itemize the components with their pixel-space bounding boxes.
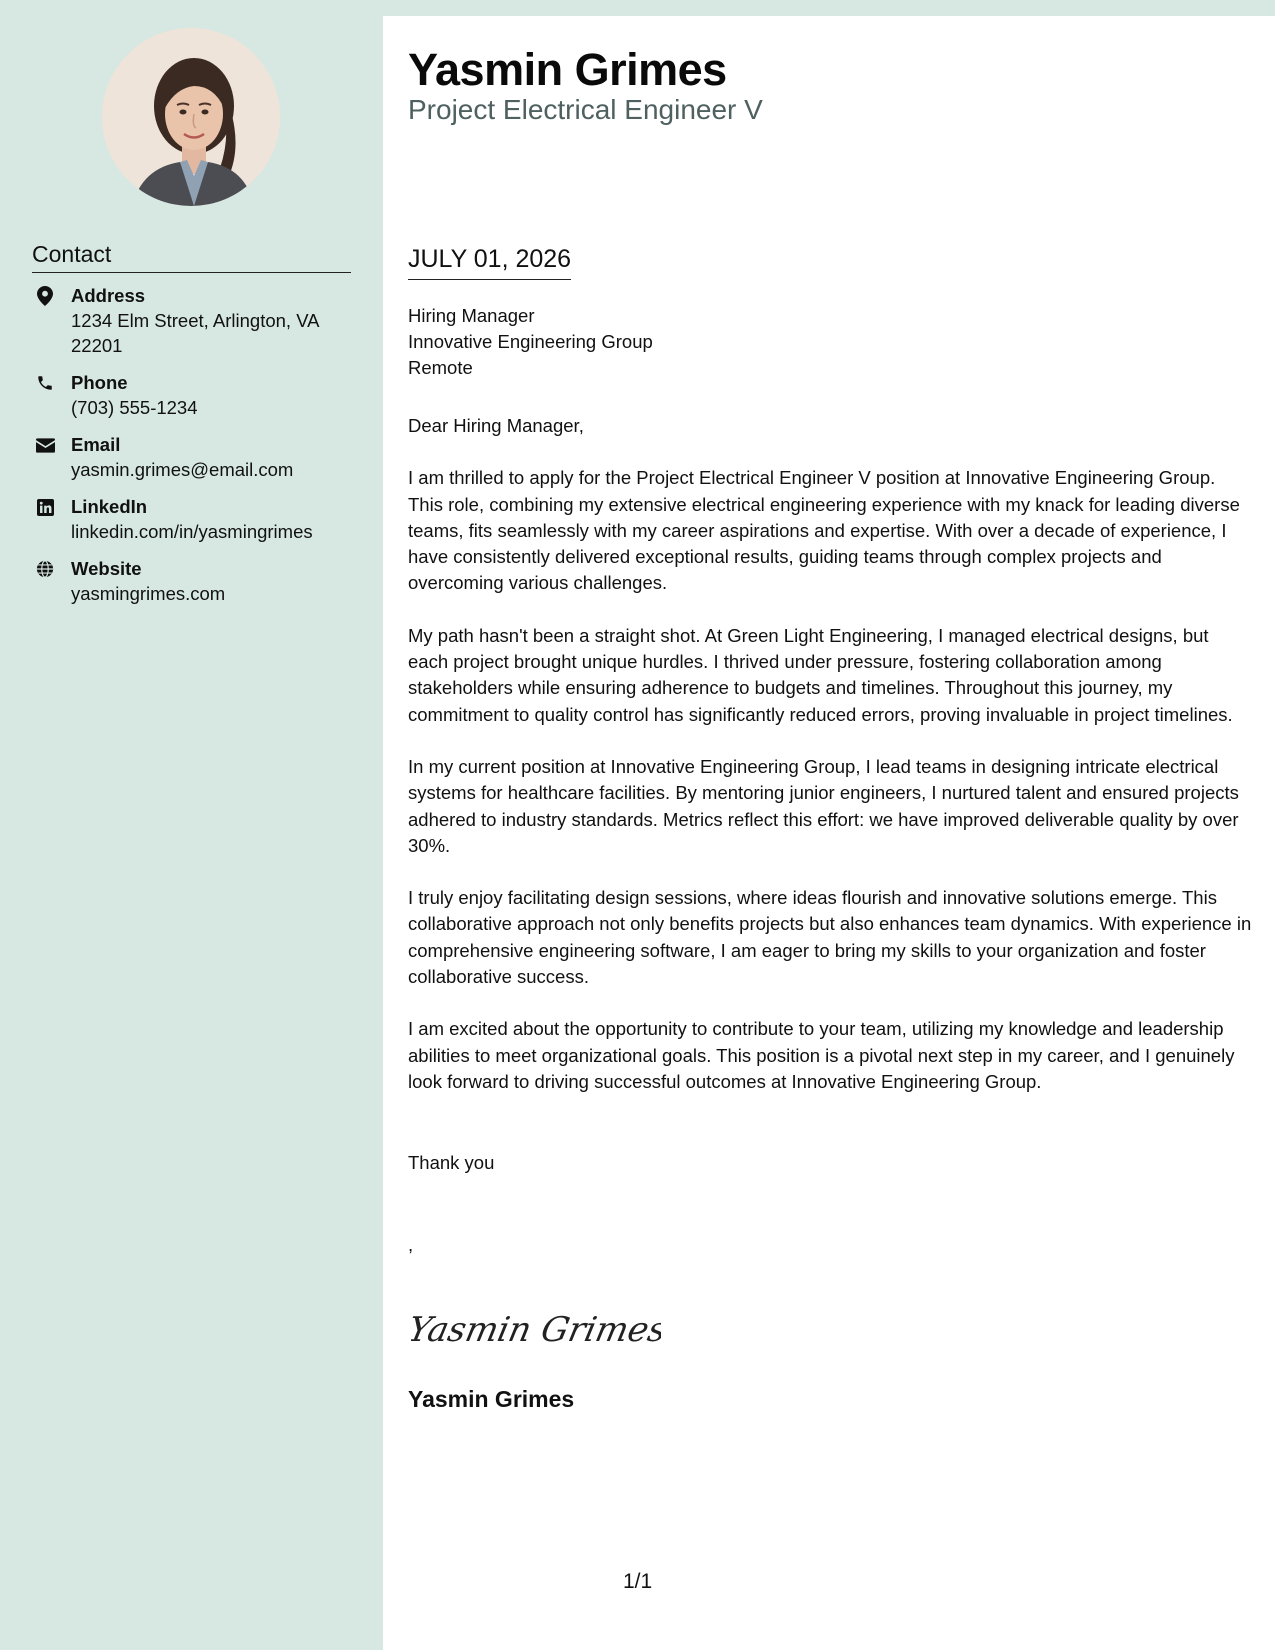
recipient-line: Hiring Manager [408, 305, 535, 326]
applicant-name: Yasmin Grimes [408, 44, 727, 95]
contact-item-email [32, 433, 362, 482]
recipient-block [408, 303, 653, 381]
job-title: Project Electrical Engineer V [408, 94, 763, 125]
contact-label: LinkedIn [71, 496, 148, 517]
body-paragraph: I truly enjoy facilitating design sessions, where ideas flourish and innovative solutions emerge. This collaborative approach not only benefits projects but also enhances team dynamics. With experience in comprehensive engineering software, I am eager to bring my skills to your organization and foster collaborative success. [408, 887, 1252, 988]
sidebar [0, 0, 383, 1650]
recipient-line: Remote [408, 357, 473, 378]
profile-photo-avatar [102, 28, 280, 206]
handwritten-signature [411, 1299, 661, 1355]
contact-item-website [32, 557, 362, 606]
recipient-line: Innovative Engineering Group [408, 331, 653, 352]
signature-script: Yasmin Grimes [411, 1310, 661, 1350]
signed-name: Yasmin Grimes [408, 1386, 575, 1412]
contact-item-address [32, 284, 362, 358]
avatar-portrait-icon [102, 28, 280, 206]
contact-item-phone [32, 371, 362, 420]
letter-date: JULY 01, 2026 [408, 245, 571, 280]
contact-label: Phone [71, 372, 128, 393]
letter-body [408, 413, 1253, 1121]
contact-label: Website [71, 558, 142, 579]
contact-list [32, 284, 362, 619]
email-value: yasmin.grimes@email.com [71, 459, 294, 480]
map-pin-icon [35, 286, 55, 306]
page-number: 1/1 [623, 1570, 653, 1593]
envelope-icon [35, 435, 55, 455]
body-paragraph: I am excited about the opportunity to contribute to your team, utilizing my knowledge and leadership abilities to meet organizational goals. This position is a pivotal next step in my career, and I genuinely look forward to driving successful outcomes at Innovative Engineering Group. [408, 1018, 1235, 1092]
closing-comma: , [408, 1234, 414, 1255]
contact-label: Email [71, 434, 121, 455]
body-paragraph: I am thrilled to apply for the Project Electrical Engineer V position at Innovative Engineering Group. This role, combining my extensive electrical engineering experience with my knack for leading diverse teams, fits seamlessly with my career aspirations and expertise. With over a decade of experience, I have consistently delivered exceptional results, guiding teams through complex projects and overcoming various challenges. [408, 467, 1240, 594]
letter-main [383, 16, 1275, 1650]
address-value: 1234 Elm Street, Arlington, VA 22201 [71, 310, 319, 356]
salutation: Dear Hiring Manager, [408, 415, 584, 436]
website-value[interactable]: yasmingrimes.com [71, 583, 226, 604]
phone-icon [35, 373, 55, 393]
contact-label: Address [71, 285, 146, 306]
globe-icon [35, 559, 55, 579]
phone-value: (703) 555-1234 [71, 397, 198, 418]
body-paragraph: My path hasn't been a straight shot. At Green Light Engineering, I managed electrical designs, but each project brought unique hurdles. I thrived under pressure, fostering collaboration among stakeholders while ensuring adherence to budgets and timelines. Throughout this journey, my commitment to quality control has significantly reduced errors, proving invaluable in project timelines. [408, 624, 1233, 725]
body-paragraph: In my current position at Innovative Engineering Group, I lead teams in designing intricate electrical systems for healthcare facilities. By mentoring junior engineers, I nurtured talent and ensured projects adhered to industry standards. Metrics reflect this effort: we have improved deliverable quality by over 30%. [408, 755, 1239, 856]
contact-heading: Contact [32, 241, 351, 273]
linkedin-value[interactable]: linkedin.com/in/yasmingrimes [71, 521, 313, 542]
closing: Thank you [408, 1152, 495, 1173]
contact-item-linkedin [32, 495, 362, 544]
linkedin-icon [35, 497, 55, 517]
